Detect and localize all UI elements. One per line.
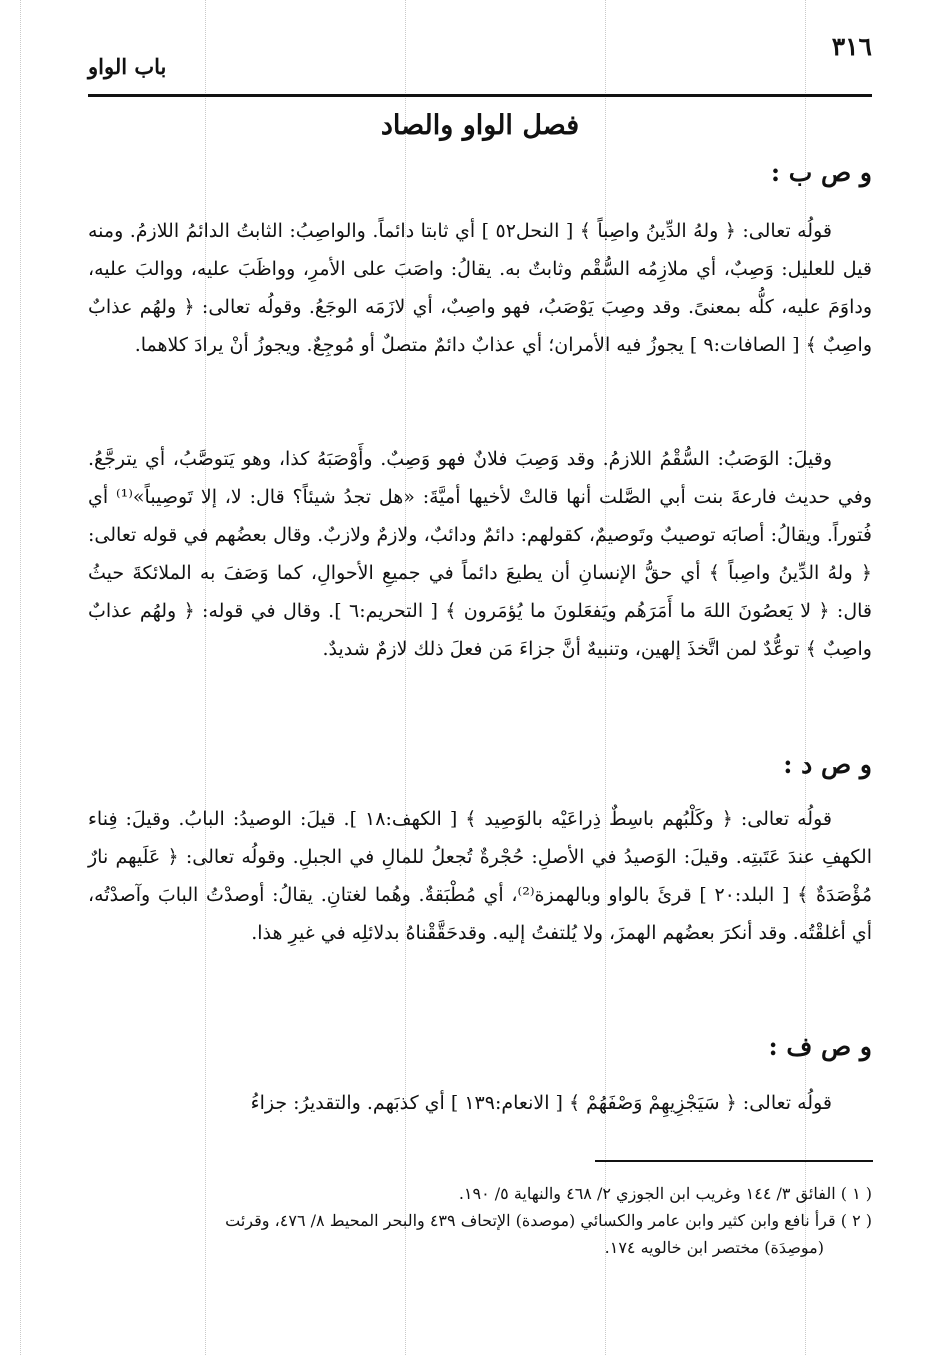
page-header xyxy=(88,30,872,94)
entry-paragraph: قولُه تعالى: ﴿ ولهُ الدِّينُ واصِباً ﴾ [ النحل٥٢ ] أي ثابتا دائماً. والواصِبُ: الثابتُ الدائمُ اللازمُ. ومنه قيل للعليل: وَصِبٌ، أي ملازِمُه السُّقْم وثابتٌ به. يقالُ: واصَبَ على الأمرِ، وواظَبَ عليه، ووالبَ عليه، وداوَمَ عليه، كلُّه بمعنىً. وقد وصِبَ يَوْصَبُ، فهو واصِبٌ، أي لازَمَه الوجَعُ. وقولُه تعالى: ﴿ ولهُم عذابٌ واصِبٌ ﴾ [ الصافات:٩ ] يجوزُ فيه الأمران؛ أي عذابٌ دائمٌ متصلٌ أو مُوجِعٌ. ويجوزُ أنْ يرادَ كلاهما. xyxy=(88,220,872,356)
page-number: ٣١٦ xyxy=(831,32,872,61)
root-heading: و ص ب : xyxy=(770,158,872,187)
margin-guide xyxy=(805,0,806,1355)
chapter-title: باب الواو xyxy=(88,54,167,79)
margin-guide xyxy=(405,0,406,1355)
entry-paragraph: قولُه تعالى: ﴿ وكَلْبُهم باسِطٌ ذِراعَيْه بالوَصِيد ﴾ [ الكهف:١٨ ]. قيلَ: الوصيدُ: البابُ. وقيلَ: فِناء الكهفِ عندَ عَتَبتِه. وقيلَ: الوَصيدُ في الأصلِ: حُجْرةٌ تُجعلُ للمالِ في الجبلِ. وقولُه تعالى: ﴿ عَلَيهم نارٌ مُؤْصَدَةٌ ﴾ [ البلد:٢٠ ] قرئَ بالواو وبالهمزة⁽²⁾، أي مُطْبَقةٌ. وهُما لغتانِ. يقالُ: أوصدْتُ البابَ وآصدْتُه، أي أغلقْتُه. وقد أنكرَ بعضُهم الهمزَ، ولا يُلتفتُ إليه. وقدحَقَّقْناهُ بدلائلِه في غيرِ هذا. xyxy=(88,808,872,944)
footnote-text: الفائق ٣/ ١٤٤ وغريب ابن الجوزي ٢/ ٤٦٨ والنهاية ٥/ ١٩٠. xyxy=(458,1184,836,1203)
footnote-continuation: (موصِدَة) مختصر ابن خالويه ١٧٤. xyxy=(604,1238,824,1257)
footnote-text: قرأ نافع وابن كثير وابن عامر والكسائي (موصدة) الإتحاف ٤٣٩ والبحر المحيط ٨/ ٤٧٦، وقرئت xyxy=(225,1211,836,1230)
section-title: فصل الواو والصاد xyxy=(380,110,580,141)
margin-guide xyxy=(20,0,21,1355)
footnote xyxy=(110,1207,872,1234)
header-rule xyxy=(88,94,872,97)
root-heading: و ص ف : xyxy=(768,1032,872,1061)
root-heading: و ص د : xyxy=(783,750,872,779)
footnote-marker: ( ١ ) xyxy=(840,1184,872,1203)
footnote xyxy=(110,1180,872,1207)
entry-paragraph: وقيلَ: الوَصَبُ: السُّقْمُ اللازمُ. وقد وَصِبَ فلانٌ فهو وَصِبٌ. وأَوْصَبَهُ كذا، وهو يَتوصَّبُ، أي يترجَّعُ. وفي حديث فارعةَ بنت أبي الصَّلت أنها قالتْ لأخيها أميَّةَ: «هل تجدُ شيئاً؟ قال: لا، إلا تَوصِيباً»⁽¹⁾ أي فُتوراً. ويقالُ: أصابَه توصيبٌ وتَوصيمٌ، كقولهم: دائمٌ ودائبٌ، ولازمٌ ولازبٌ. وقال بعضُهم في قوله تعالى: ﴿ ولهُ الدِّينُ واصِباً ﴾ أي حقُّ الإنسانِ أن يطيعَ دائماً في جميعِ الأحوالِ، كما وَصَفَ به الملائكةَ حيثُ قال: ﴿ لا يَعصُونَ اللهَ ما أَمَرَهُم ويَفعَلونَ ما يُؤمَرون ﴾ [ التحريم:٦ ]. وقال في قوله: ﴿ ولهُم عذابٌ واصِبٌ ﴾ توعُّدٌ لمن اتَّخذَ إلهين، وتنبيهٌ أنَّ جزاءَ مَن فعلَ ذلك لازمٌ شديدٌ. xyxy=(88,448,872,660)
margin-guide xyxy=(605,0,606,1355)
margin-guide xyxy=(205,0,206,1355)
footnote-rule xyxy=(595,1160,873,1162)
entry-paragraph: قولُه تعالى: ﴿ سَيَجْزِيهِمْ وَصْفَهُمْ ﴾ [ الانعام:١٣٩ ] أي كذبَهم. والتقديرُ: جزاءُ xyxy=(250,1092,832,1114)
footnotes xyxy=(110,1180,872,1261)
footnote-marker: ( ٢ ) xyxy=(840,1211,872,1230)
